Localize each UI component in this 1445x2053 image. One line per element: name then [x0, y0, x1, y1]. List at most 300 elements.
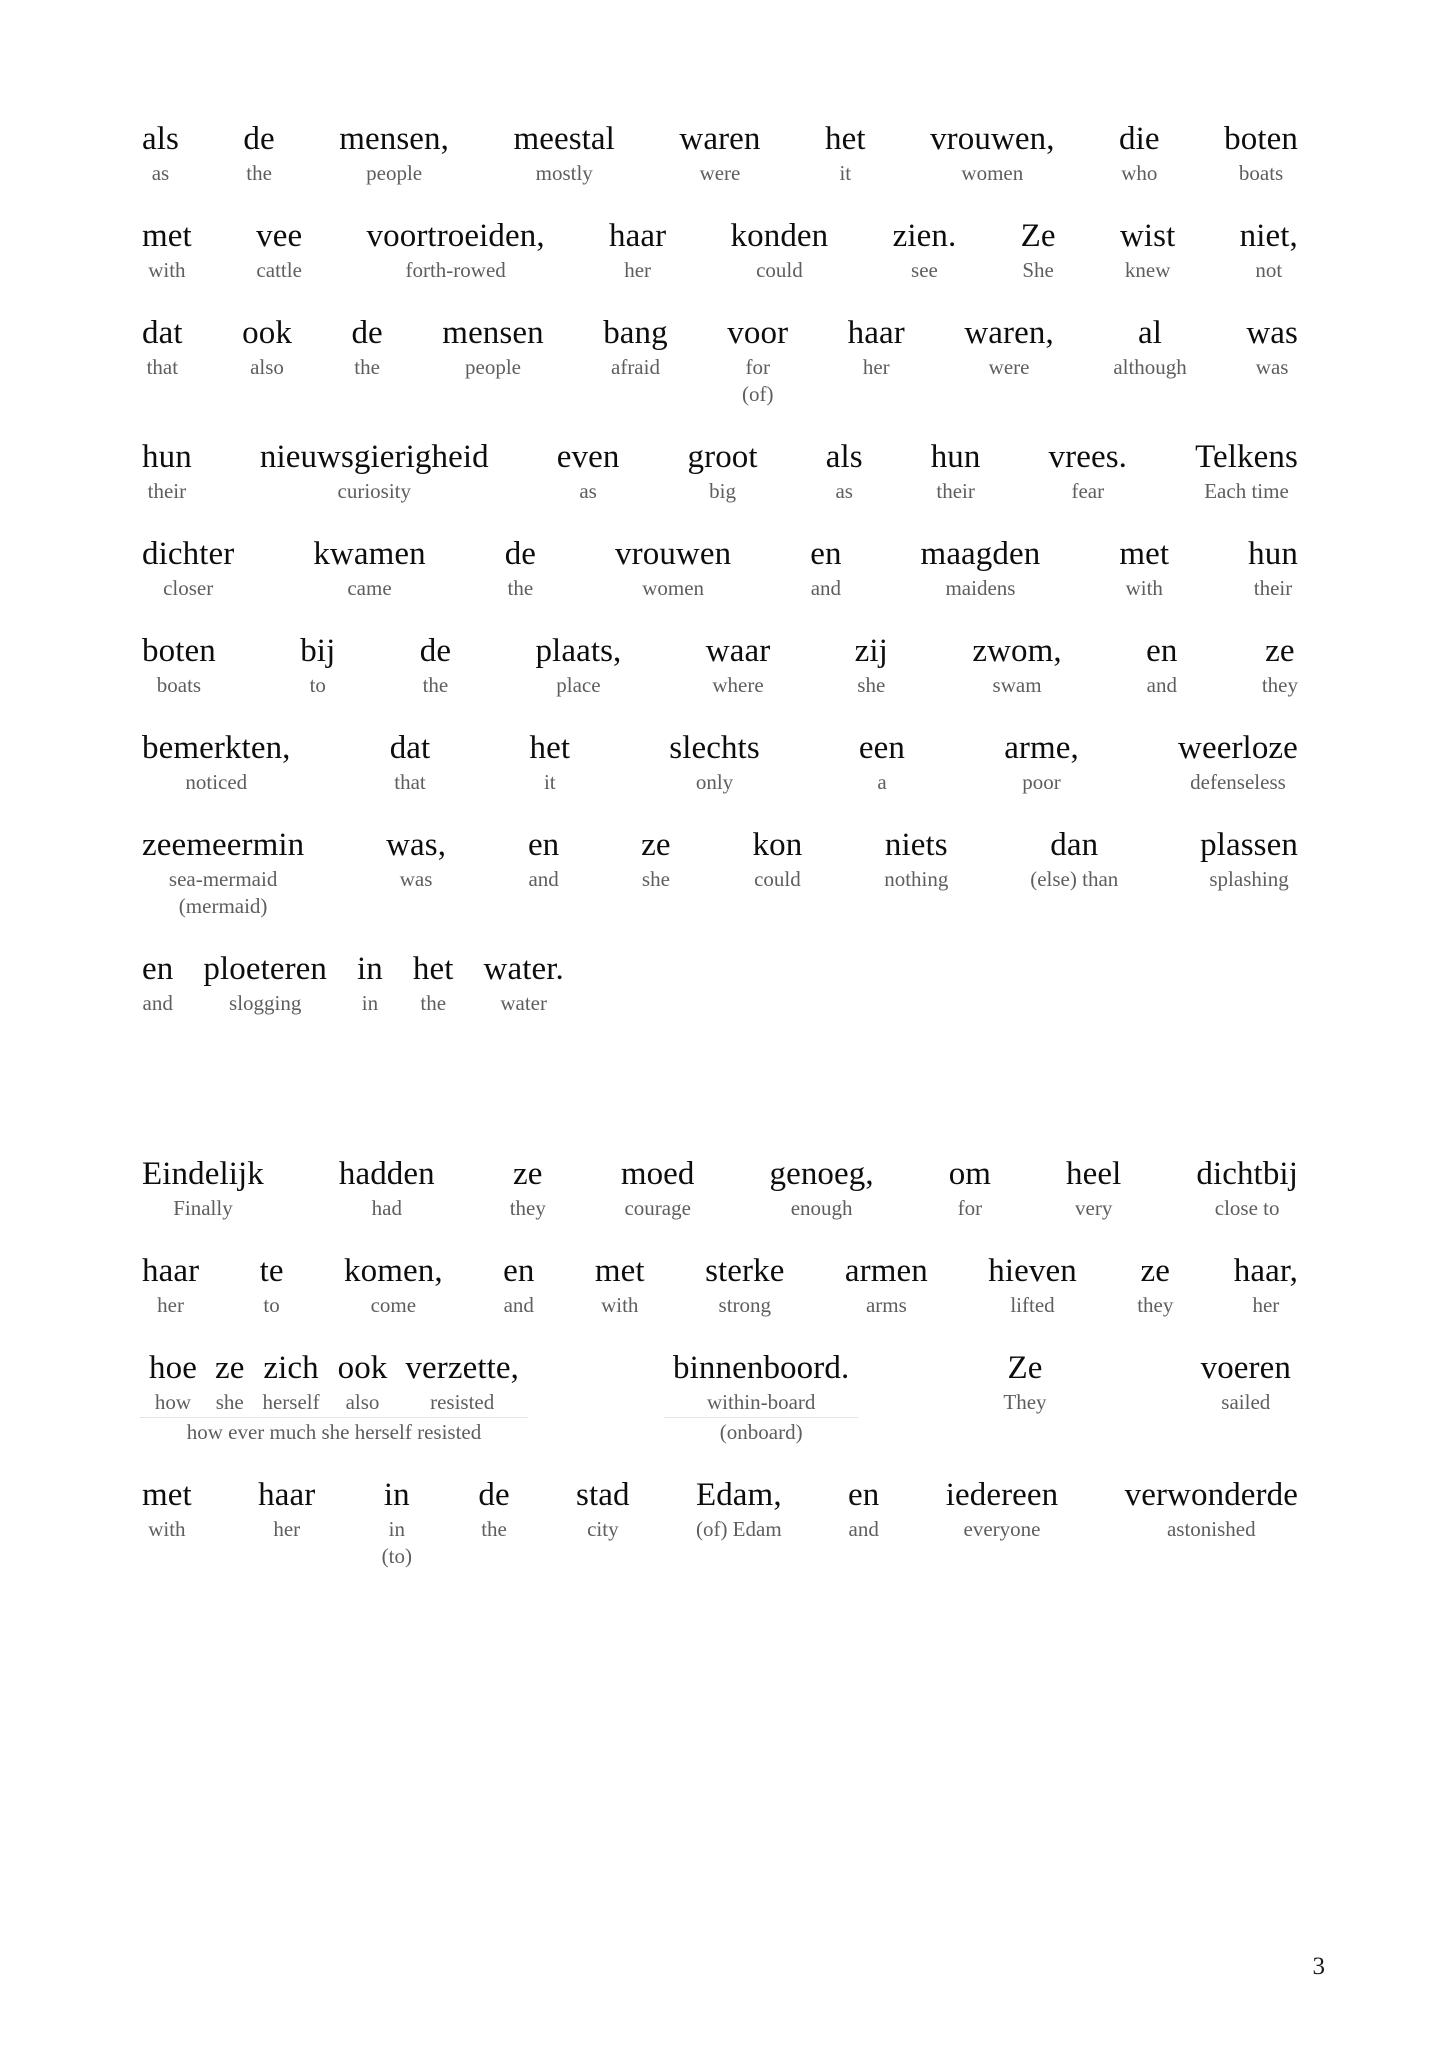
gloss-word: splashing: [1209, 867, 1289, 891]
word-pair: [725, 314, 790, 408]
word-pair: [508, 1155, 548, 1222]
gloss-word: sea-mermaid: [168, 867, 278, 891]
source-word: stad: [576, 1477, 630, 1513]
source-word: even: [556, 439, 620, 475]
source-word: Telkens: [1195, 439, 1298, 475]
word-pair: [947, 1155, 993, 1222]
word-pair: [928, 120, 1057, 187]
source-word: haar: [609, 218, 667, 254]
word-pair: [1019, 217, 1058, 284]
source-word: en: [527, 827, 560, 863]
word-pair: [853, 632, 890, 699]
gloss-word: boats: [1238, 161, 1284, 185]
gloss-word: see: [911, 258, 938, 282]
source-word: bang: [603, 315, 668, 351]
source-word: met: [594, 1253, 645, 1289]
source-word: de: [478, 1477, 510, 1513]
source-word: was: [1246, 315, 1298, 351]
interlinear-line: [140, 1476, 1300, 1570]
word-pair: [574, 1476, 632, 1543]
gloss-word: water: [500, 991, 547, 1015]
source-word: die: [1119, 121, 1160, 157]
source-word: dat: [389, 730, 431, 766]
interlinear-line: [140, 438, 1300, 505]
word-pair: [1260, 632, 1300, 699]
source-word: ze: [1140, 1253, 1171, 1289]
word-pair: [808, 535, 843, 602]
gloss-word: her: [862, 355, 890, 379]
source-word: hun: [930, 439, 981, 475]
source-word: binnenboord.: [673, 1350, 850, 1386]
gloss-word: the: [422, 673, 449, 697]
source-word: komen,: [344, 1253, 443, 1289]
source-word: genoeg,: [769, 1156, 874, 1192]
gloss-word: maidens: [945, 576, 1016, 600]
word-pair: [201, 950, 329, 1017]
gloss-word: within-board: [706, 1390, 816, 1414]
word-pair: [254, 217, 304, 284]
source-word: Ze: [1007, 1350, 1043, 1386]
word-pair: [664, 1349, 858, 1416]
word-pair: [1028, 826, 1120, 893]
source-word: en: [1146, 633, 1178, 669]
interlinear-line: [140, 314, 1300, 408]
source-word: kon: [752, 827, 803, 863]
gloss-word: women: [961, 161, 1024, 185]
word-group: [664, 1349, 858, 1446]
gloss-word: for: [745, 355, 770, 379]
source-word: het: [529, 730, 571, 766]
source-word: vrouwen: [615, 536, 732, 572]
source-word: niet,: [1239, 218, 1298, 254]
word-pair: [751, 826, 805, 893]
source-word: hun: [142, 439, 192, 475]
gloss-word: she: [857, 673, 886, 697]
gloss-word: everyone: [963, 1517, 1041, 1541]
word-pair: [140, 1349, 206, 1416]
word-pair: [342, 1252, 445, 1319]
word-pair: [677, 120, 762, 187]
word-pair: [511, 120, 617, 187]
source-word: en: [848, 1477, 880, 1513]
word-pair: [526, 826, 561, 893]
gloss-word: it: [839, 161, 852, 185]
source-word: groot: [687, 439, 758, 475]
word-pair: [140, 217, 194, 284]
source-word: en: [503, 1253, 535, 1289]
gloss-word: nothing: [884, 867, 949, 891]
gloss-word: courage: [624, 1196, 691, 1220]
gloss-word: poor: [1022, 770, 1061, 794]
source-word: moed: [620, 1156, 695, 1192]
gloss-word: fear: [1071, 479, 1105, 503]
word-pair: [501, 1252, 536, 1319]
source-word: arme,: [1004, 730, 1079, 766]
source-word: Edam,: [695, 1477, 782, 1513]
word-pair: [380, 1476, 414, 1570]
word-pair: [1246, 535, 1300, 602]
source-word: armen: [844, 1253, 928, 1289]
source-word: te: [259, 1253, 284, 1289]
source-word: het: [412, 951, 454, 987]
source-word: konden: [730, 218, 829, 254]
word-group-row: [1192, 1349, 1300, 1416]
gloss-word: it: [543, 770, 556, 794]
gloss-word: cattle: [256, 258, 302, 282]
source-word: de: [504, 536, 537, 572]
source-word: sterke: [705, 1253, 785, 1289]
interlinear-line: [140, 535, 1300, 602]
source-word: waren: [679, 121, 761, 157]
source-word: iedereen: [945, 1477, 1059, 1513]
gloss-word: swam: [992, 673, 1042, 697]
word-pair: [694, 1476, 784, 1543]
gloss-word: curiosity: [337, 479, 412, 503]
source-word: verzette,: [405, 1350, 519, 1386]
gloss-word: close to: [1214, 1196, 1280, 1220]
source-word: vrees.: [1048, 439, 1128, 475]
gloss-word: slogging: [229, 991, 302, 1015]
interlinear-line: [140, 1349, 1300, 1446]
word-pair: [667, 729, 762, 796]
gloss-word: the: [420, 991, 447, 1015]
word-pair: [1238, 217, 1300, 284]
gloss-word: the: [246, 161, 272, 185]
gloss-word: she: [215, 1390, 244, 1414]
word-pair: [970, 632, 1063, 699]
word-pair: [140, 314, 185, 381]
gloss-word-secondary: (of): [741, 382, 774, 406]
source-word: boten: [1224, 121, 1298, 157]
word-pair: [311, 535, 427, 602]
source-word: slechts: [669, 730, 760, 766]
gloss-word: closer: [163, 576, 214, 600]
source-word: heel: [1066, 1156, 1122, 1192]
gloss-word: was: [1255, 355, 1289, 379]
word-pair: [555, 438, 622, 505]
gloss-word: for: [957, 1196, 983, 1220]
source-word: haar: [847, 315, 905, 351]
gloss-word: and: [848, 1517, 879, 1541]
word-pair: [140, 1252, 201, 1319]
interlinear-line: [140, 729, 1300, 796]
source-word: de: [243, 121, 275, 157]
source-word: niets: [884, 827, 948, 863]
source-word: verwonderde: [1124, 1477, 1298, 1513]
gloss-word: mostly: [535, 161, 593, 185]
source-word: vee: [256, 218, 303, 254]
source-word: voortroeiden,: [366, 218, 545, 254]
word-pair: [1002, 729, 1081, 796]
source-word: water.: [483, 951, 564, 987]
source-word: haar,: [1233, 1253, 1298, 1289]
source-word: een: [858, 730, 906, 766]
source-word: Eindelijk: [142, 1156, 264, 1192]
word-pair: [337, 1155, 437, 1222]
word-pair: [411, 950, 456, 1017]
word-pair: [140, 438, 194, 505]
word-pair: [919, 535, 1043, 602]
source-word: kwamen: [313, 536, 426, 572]
interlinear-line: [140, 950, 1300, 1017]
gloss-word: as: [151, 161, 170, 185]
source-word: als: [825, 439, 863, 475]
gloss-word: with: [601, 1293, 639, 1317]
word-group: [994, 1349, 1055, 1416]
gloss-word: people: [366, 161, 423, 185]
source-word: ze: [214, 1350, 245, 1386]
source-word: voeren: [1200, 1350, 1291, 1386]
gloss-word: a: [877, 770, 887, 794]
gloss-word: who: [1121, 161, 1158, 185]
word-pair: [1117, 535, 1171, 602]
gloss-word: the: [354, 355, 380, 379]
gloss-word: how: [154, 1390, 192, 1414]
source-word: mensen: [442, 315, 544, 351]
gloss-word: their: [936, 479, 975, 503]
gloss-word: they: [1261, 673, 1298, 697]
gloss-word: lifted: [1010, 1293, 1055, 1317]
interlinear-line: [140, 1252, 1300, 1319]
gloss-word: with: [1125, 576, 1163, 600]
word-pair: [256, 1476, 317, 1543]
word-pair: [418, 632, 453, 699]
source-word: plassen: [1200, 827, 1298, 863]
gloss-word: in: [388, 1517, 405, 1541]
source-word: ook: [337, 1350, 388, 1386]
interlinear-line: [140, 217, 1300, 284]
source-word: waar: [705, 633, 771, 669]
source-word: hun: [1248, 536, 1298, 572]
source-word: ze: [641, 827, 671, 863]
gloss-word: Finally: [173, 1196, 233, 1220]
word-pair: [206, 1349, 254, 1416]
source-word: maagden: [920, 536, 1041, 572]
source-word: bemerkten,: [142, 730, 291, 766]
gloss-word: knew: [1124, 258, 1171, 282]
word-pair: [349, 314, 384, 381]
word-pair: [337, 120, 451, 187]
word-pair: [1192, 1349, 1300, 1416]
gloss-word: they: [1137, 1293, 1174, 1317]
interlinear-line: [140, 120, 1300, 187]
gloss-word-secondary: (to): [381, 1544, 412, 1568]
word-pair: [639, 826, 673, 893]
gloss-word: the: [481, 1517, 507, 1541]
gloss-word: although: [1113, 355, 1187, 379]
page-number: 3: [1312, 1953, 1325, 1980]
gloss-word: also: [250, 355, 284, 379]
word-pair: [140, 120, 181, 187]
word-pair: [440, 314, 545, 381]
gloss-word: to: [309, 673, 326, 697]
paragraph-gap: [140, 1047, 1300, 1155]
gloss-word: defenseless: [1190, 770, 1286, 794]
gloss-word: They: [1003, 1390, 1047, 1414]
word-pair: [365, 217, 547, 284]
word-pair: [767, 1155, 875, 1222]
word-group-row: [664, 1349, 858, 1416]
word-pair: [253, 1349, 328, 1416]
word-pair: [686, 438, 760, 505]
source-word: met: [1119, 536, 1170, 572]
gloss-word: strong: [718, 1293, 772, 1317]
word-pair: [527, 729, 572, 796]
gloss-word: big: [709, 479, 736, 503]
source-word: haar: [258, 1477, 316, 1513]
gloss-word: only: [695, 770, 734, 794]
word-pair: [1064, 1155, 1123, 1222]
gloss-word: her: [157, 1293, 184, 1317]
gloss-word: and: [810, 576, 842, 600]
word-pair: [482, 950, 566, 1017]
gloss-word: sailed: [1221, 1390, 1271, 1414]
word-pair: [593, 1252, 647, 1319]
word-pair: [607, 217, 668, 284]
word-pair: [857, 729, 907, 796]
word-pair: [1232, 1252, 1300, 1319]
word-pair: [140, 950, 175, 1017]
gloss-word: to: [263, 1293, 280, 1317]
source-word: wist: [1119, 218, 1176, 254]
gloss-word: enough: [790, 1196, 853, 1220]
gloss-word: could: [754, 867, 801, 891]
source-word: zwom,: [972, 633, 1062, 669]
source-word: hadden: [338, 1156, 435, 1192]
paragraph: [140, 120, 1300, 1017]
gloss-word: and: [1146, 673, 1177, 697]
word-pair: [140, 1155, 266, 1222]
word-pair: [846, 314, 907, 381]
source-word: meestal: [513, 121, 615, 157]
word-pair: [1135, 1252, 1175, 1319]
gloss-word: with: [148, 258, 186, 282]
gloss-word: had: [371, 1196, 402, 1220]
gloss-word: the: [507, 576, 534, 600]
gloss-word: their: [147, 479, 187, 503]
word-pair: [1123, 1476, 1300, 1543]
word-pair: [140, 729, 293, 796]
word-pair: [355, 950, 385, 1017]
interlinear-text-block: [140, 120, 1300, 1570]
gloss-word: women: [642, 576, 705, 600]
source-word: plaats,: [535, 633, 622, 669]
gloss-word: as: [579, 479, 597, 503]
word-pair: [258, 1252, 286, 1319]
source-word: nieuwsgierigheid: [259, 439, 489, 475]
source-word: vrouwen,: [930, 121, 1055, 157]
paragraph: [140, 1155, 1300, 1570]
source-word: was,: [386, 827, 447, 863]
source-word: mensen,: [339, 121, 449, 157]
interlinear-line: [140, 632, 1300, 699]
gloss-word: forth-rowed: [405, 258, 506, 282]
gloss-word: were: [699, 161, 741, 185]
gloss-word: and: [142, 991, 173, 1015]
source-word: dat: [142, 315, 183, 351]
gloss-word: Each time: [1204, 479, 1289, 503]
word-pair: [240, 314, 294, 381]
source-word: waren,: [964, 315, 1054, 351]
gloss-word: that: [146, 355, 179, 379]
word-pair: [1118, 217, 1177, 284]
gloss-word: came: [347, 576, 392, 600]
word-pair: [929, 438, 983, 505]
source-word: voor: [727, 315, 789, 351]
source-word: dan: [1050, 827, 1099, 863]
word-pair: [1144, 632, 1179, 699]
gloss-word: where: [712, 673, 764, 697]
word-pair: [140, 1476, 194, 1543]
source-word: boten: [142, 633, 216, 669]
gloss-word: also: [345, 1390, 380, 1414]
source-word: ze: [513, 1156, 543, 1192]
source-word: zich: [263, 1350, 319, 1386]
word-pair: [1244, 314, 1300, 381]
gloss-word: her: [1252, 1293, 1280, 1317]
word-group-row: [994, 1349, 1055, 1416]
word-pair: [729, 217, 831, 284]
source-word: dichter: [142, 536, 235, 572]
source-word: al: [1138, 315, 1163, 351]
gloss-word: arms: [865, 1293, 907, 1317]
gloss-word: astonished: [1166, 1517, 1256, 1541]
word-pair: [619, 1155, 697, 1222]
word-pair: [1176, 729, 1300, 796]
source-word: zien.: [892, 218, 957, 254]
word-pair: [1194, 1155, 1300, 1222]
word-pair: [1047, 438, 1129, 505]
gloss-word: people: [465, 355, 521, 379]
source-word: in: [383, 1477, 410, 1513]
source-word: en: [142, 951, 174, 987]
gloss-word: noticed: [185, 770, 248, 794]
gloss-word: afraid: [611, 355, 660, 379]
word-pair: [994, 1349, 1055, 1416]
gloss-word: her: [624, 258, 652, 282]
source-word: en: [810, 536, 842, 572]
source-word: met: [142, 218, 192, 254]
gloss-word: could: [756, 258, 803, 282]
gloss-word: herself: [262, 1390, 320, 1414]
gloss-word: (of) Edam: [695, 1517, 782, 1541]
gloss-word: were: [988, 355, 1030, 379]
word-pair: [1193, 438, 1300, 505]
source-word: de: [351, 315, 383, 351]
word-group: [140, 1349, 528, 1446]
gloss-word: that: [394, 770, 426, 794]
gloss-word: come: [370, 1293, 417, 1317]
gloss-word: was: [399, 867, 433, 891]
word-pair: [329, 1349, 397, 1416]
gloss-word: in: [361, 991, 379, 1015]
word-pair: [1117, 120, 1162, 187]
source-word: in: [357, 951, 383, 987]
source-word: de: [419, 633, 452, 669]
gloss-word: not: [1255, 258, 1283, 282]
gloss-word: boats: [156, 673, 202, 697]
word-pair: [388, 729, 433, 796]
word-pair: [704, 632, 773, 699]
word-pair: [1111, 314, 1189, 381]
gloss-word: (else) than: [1030, 867, 1119, 891]
source-word: hieven: [988, 1253, 1077, 1289]
interlinear-line: [140, 1155, 1300, 1222]
gloss-word: very: [1075, 1196, 1113, 1220]
gloss-word: and: [503, 1293, 534, 1317]
gloss-word: city: [587, 1517, 619, 1541]
free-translation: how ever much she herself resisted: [140, 1417, 528, 1446]
